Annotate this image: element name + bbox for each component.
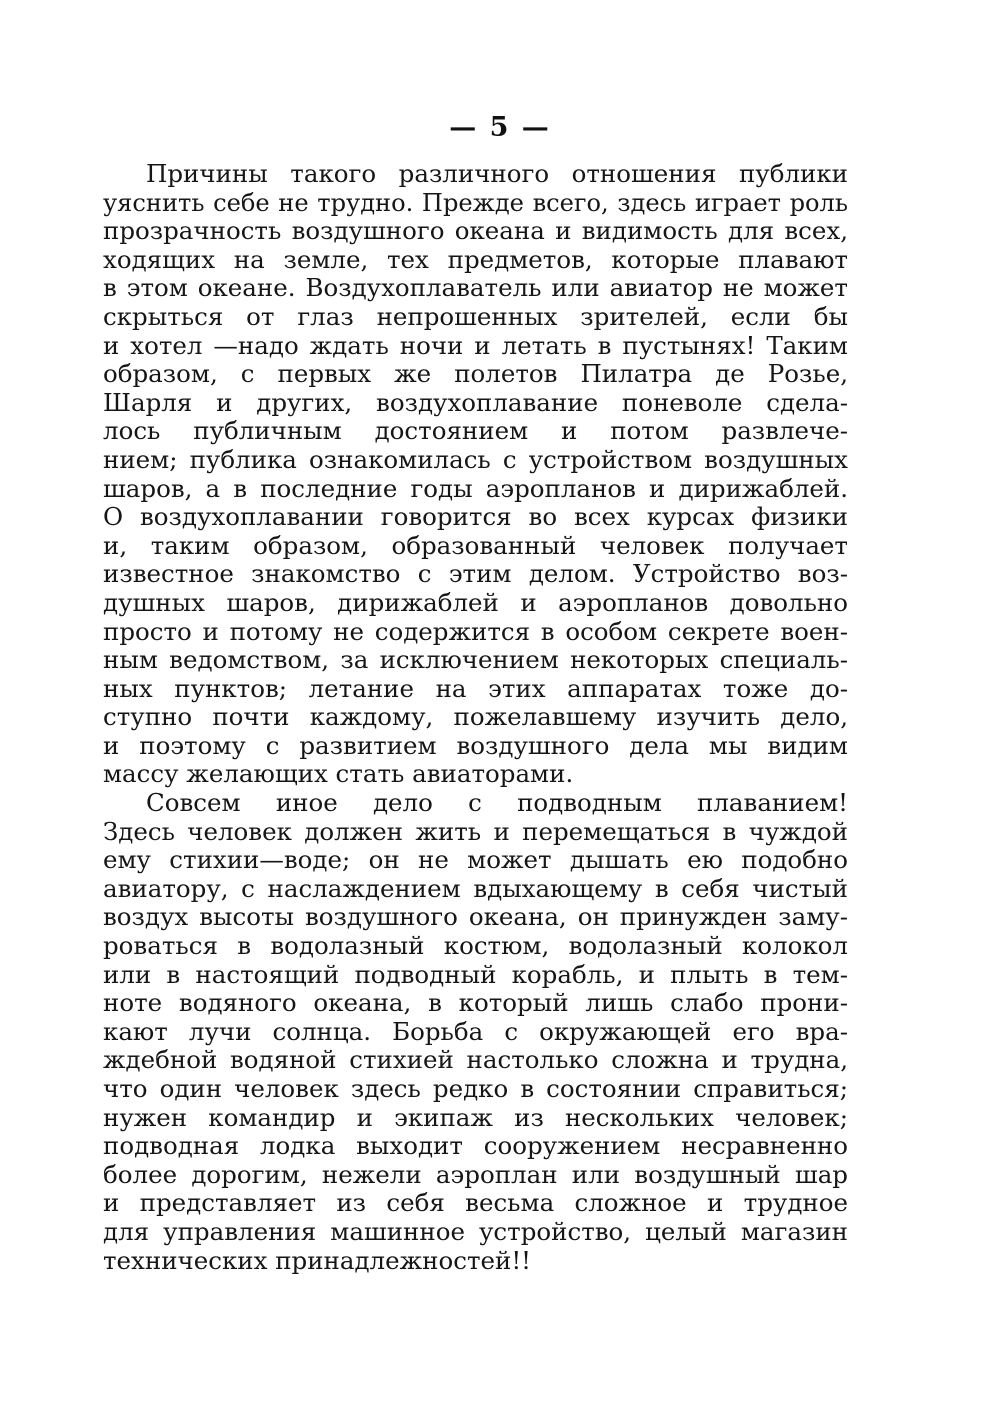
text-line: подводная лодка выходит сооружением несравненно [103,1131,848,1161]
text-line: ным ведомством, за исключением некоторых специаль- [103,645,848,675]
text-line: более дорогим, нежели аэроплан или воздушный шар [103,1159,848,1189]
text-line: ходящих на земле, тех предметов, которые плавают [103,244,848,274]
text-line: скрыться от глаз непрошенных зрителей, если бы [103,301,848,331]
text-line: Причины такого различного отношения публики [146,159,848,188]
text-line: Здесь человек должен жить и перемещаться в чуждой [103,816,848,846]
text-line: ему стихии—воде; он не может дышать ею подобно [103,845,848,875]
text-line: шаров, а в последние годы аэропланов и дирижаблей. [103,473,848,503]
text-line: технических принадлежностей!! [103,1245,532,1275]
text-line: душных шаров, дирижаблей и аэропланов довольно [103,587,848,617]
text-line: нием; публика ознакомилась с устройством воздушных [103,444,848,474]
text-line: лось публичным достоянием и потом развлече- [103,416,848,446]
text-line: известное знакомство с этим делом. Устройство воз- [103,559,848,589]
text-line: ноте водяного океана, в который лишь слабо прони- [103,988,848,1018]
text-line: что один человек здесь редко в состоянии справиться; [103,1074,848,1103]
text-line: кают лучи солнца. Борьба с окружающей его вра- [103,1016,848,1046]
text-line: и хотел —надо ждать ночи и летать в пустынях! Таким [103,330,848,360]
text-line: ных пунктов; летание на этих аппаратах тоже до- [103,673,848,703]
text-line: и поэтому с развитием воздушного дела мы видим [103,730,848,760]
text-line: нужен командир и экипаж из нескольких человек; [103,1102,848,1132]
text-line: и представляет из себя весьма сложное и трудное [103,1188,848,1218]
text-line: роваться в водолазный костюм, водолазный колокол [103,931,848,961]
paragraph-2 [103,789,848,1275]
text-line: в этом океане. Воздухоплаватель или авиатор не может [103,273,848,303]
text-line: Совсем иное дело с подводным плаванием! [146,788,848,818]
text-line: уяснить себе не трудно. Прежде всего, здесь играет роль [103,188,848,217]
text-line: для управления машинное устройство, целый магазин [103,1216,848,1246]
text-line: О воздухоплавании говорится во всех курсах физики [103,502,848,532]
text-line: образом, с первых же полетов Пилатра де Розье, [103,359,848,389]
text-line: прозрачность воздушного океана и видимость для всех, [103,216,848,246]
text-line: просто и потому не содержится в особом секрете воен- [103,616,848,646]
text-line: массу желающих стать авиаторами. [103,759,574,789]
text-line: Шарля и других, воздухоплавание поневоле сделa- [103,387,848,417]
text-line: авиатору, с наслаждением вдыхающему в себя чистый [103,873,848,903]
body-text [103,160,848,1275]
text-line: или в настоящий подводный корабль, и плыть в тем- [103,959,848,989]
paragraph-1 [103,160,848,789]
text-line: воздух высоты воздушного океана, он принужден заму- [103,902,848,932]
text-line: ступно почти каждому, пожелавшему изучить дело, [103,702,848,732]
text-line: и, таким образом, образованный человек получает [103,530,848,560]
text-line: ждебной водяной стихией настолько сложна и трудна, [103,1045,848,1075]
page-number: — 5 — [449,112,551,143]
